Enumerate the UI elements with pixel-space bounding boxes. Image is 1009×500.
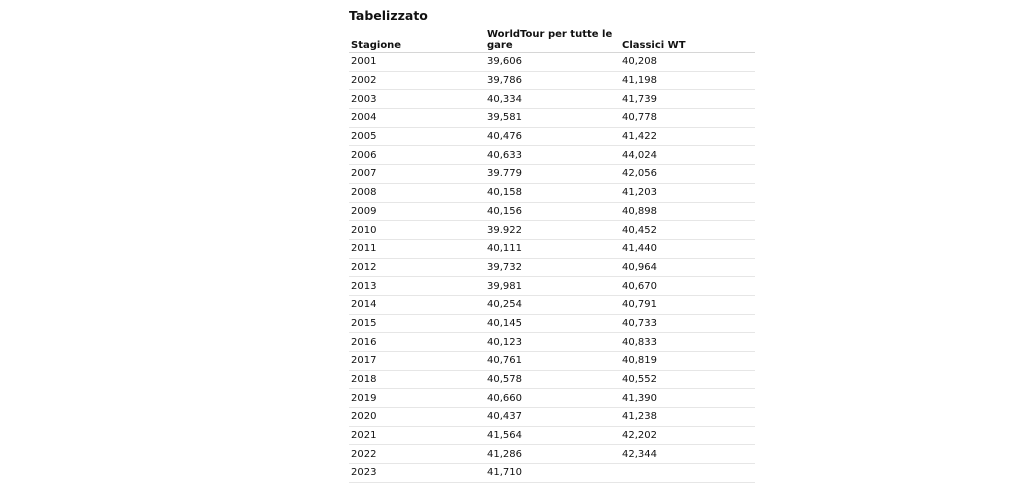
cell-worldtour: 40,761 — [485, 352, 620, 371]
cell-classics: 42,344 — [620, 445, 755, 464]
cell-worldtour: 40,476 — [485, 127, 620, 146]
cell-classics: 40,733 — [620, 314, 755, 333]
cell-season: 2018 — [349, 370, 485, 389]
cell-classics: 40,208 — [620, 53, 755, 72]
cell-classics — [620, 464, 755, 483]
cell-worldtour: 39.922 — [485, 221, 620, 240]
cell-worldtour: 40,660 — [485, 389, 620, 408]
cell-classics: 42,056 — [620, 165, 755, 184]
cell-worldtour: 40,156 — [485, 202, 620, 221]
cell-worldtour: 40,633 — [485, 146, 620, 165]
cell-classics: 41,440 — [620, 239, 755, 258]
cell-classics: 42,202 — [620, 426, 755, 445]
table-title: Tabelizzato — [349, 8, 428, 23]
cell-worldtour: 39,786 — [485, 71, 620, 90]
cell-season: 2004 — [349, 109, 485, 128]
column-header-classics: Classici WT — [620, 27, 755, 53]
cell-season: 2021 — [349, 426, 485, 445]
cell-season: 2003 — [349, 90, 485, 109]
cell-season: 2007 — [349, 165, 485, 184]
table-row — [349, 277, 755, 296]
table-body — [349, 53, 755, 483]
cell-worldtour: 41,286 — [485, 445, 620, 464]
cell-worldtour: 40,437 — [485, 408, 620, 427]
table-row — [349, 295, 755, 314]
cell-worldtour: 39,581 — [485, 109, 620, 128]
cell-season: 2011 — [349, 239, 485, 258]
cell-classics: 41,422 — [620, 127, 755, 146]
cell-classics: 44,024 — [620, 146, 755, 165]
cell-season: 2020 — [349, 408, 485, 427]
cell-classics: 41,198 — [620, 71, 755, 90]
cell-season: 2005 — [349, 127, 485, 146]
table-row — [349, 426, 755, 445]
column-header-worldtour: WorldTour per tutte le gare — [485, 27, 620, 53]
cell-classics: 41,203 — [620, 183, 755, 202]
table-row — [349, 389, 755, 408]
table-header-row — [349, 27, 755, 53]
table-row — [349, 183, 755, 202]
cell-classics: 41,390 — [620, 389, 755, 408]
cell-season: 2013 — [349, 277, 485, 296]
table-row — [349, 445, 755, 464]
table-row — [349, 165, 755, 184]
table-row — [349, 109, 755, 128]
cell-classics: 40,898 — [620, 202, 755, 221]
cell-worldtour: 41,710 — [485, 464, 620, 483]
cell-season: 2002 — [349, 71, 485, 90]
table-row — [349, 370, 755, 389]
table-row — [349, 221, 755, 240]
cell-season: 2016 — [349, 333, 485, 352]
table-row — [349, 464, 755, 483]
cell-season: 2010 — [349, 221, 485, 240]
table-row — [349, 202, 755, 221]
cell-season: 2008 — [349, 183, 485, 202]
cell-season: 2022 — [349, 445, 485, 464]
cell-season: 2014 — [349, 295, 485, 314]
cell-classics: 40,778 — [620, 109, 755, 128]
cell-worldtour: 40,111 — [485, 239, 620, 258]
cell-worldtour: 40,578 — [485, 370, 620, 389]
data-table — [349, 27, 755, 483]
column-header-season: Stagione — [349, 27, 485, 53]
cell-worldtour: 39,606 — [485, 53, 620, 72]
cell-season: 2006 — [349, 146, 485, 165]
cell-worldtour: 40,334 — [485, 90, 620, 109]
cell-worldtour: 40,254 — [485, 295, 620, 314]
cell-classics: 40,833 — [620, 333, 755, 352]
cell-classics: 40,552 — [620, 370, 755, 389]
table-row — [349, 71, 755, 90]
cell-worldtour: 41,564 — [485, 426, 620, 445]
cell-season: 2017 — [349, 352, 485, 371]
cell-worldtour: 39,981 — [485, 277, 620, 296]
cell-worldtour: 39.779 — [485, 165, 620, 184]
cell-classics: 41,739 — [620, 90, 755, 109]
cell-worldtour: 40,145 — [485, 314, 620, 333]
cell-classics: 40,670 — [620, 277, 755, 296]
cell-classics: 40,964 — [620, 258, 755, 277]
cell-season: 2015 — [349, 314, 485, 333]
table-row — [349, 314, 755, 333]
table-row — [349, 352, 755, 371]
cell-season: 2012 — [349, 258, 485, 277]
cell-season: 2009 — [349, 202, 485, 221]
table-row — [349, 333, 755, 352]
table-row — [349, 90, 755, 109]
cell-classics: 41,238 — [620, 408, 755, 427]
table-section — [349, 8, 755, 483]
table-row — [349, 127, 755, 146]
cell-classics: 40,452 — [620, 221, 755, 240]
cell-classics: 40,819 — [620, 352, 755, 371]
table-row — [349, 408, 755, 427]
table-row — [349, 146, 755, 165]
cell-season: 2001 — [349, 53, 485, 72]
table-row — [349, 258, 755, 277]
cell-worldtour: 40,123 — [485, 333, 620, 352]
cell-season: 2019 — [349, 389, 485, 408]
table-row — [349, 239, 755, 258]
cell-worldtour: 40,158 — [485, 183, 620, 202]
cell-season: 2023 — [349, 464, 485, 483]
cell-classics: 40,791 — [620, 295, 755, 314]
table-row — [349, 53, 755, 72]
cell-worldtour: 39,732 — [485, 258, 620, 277]
